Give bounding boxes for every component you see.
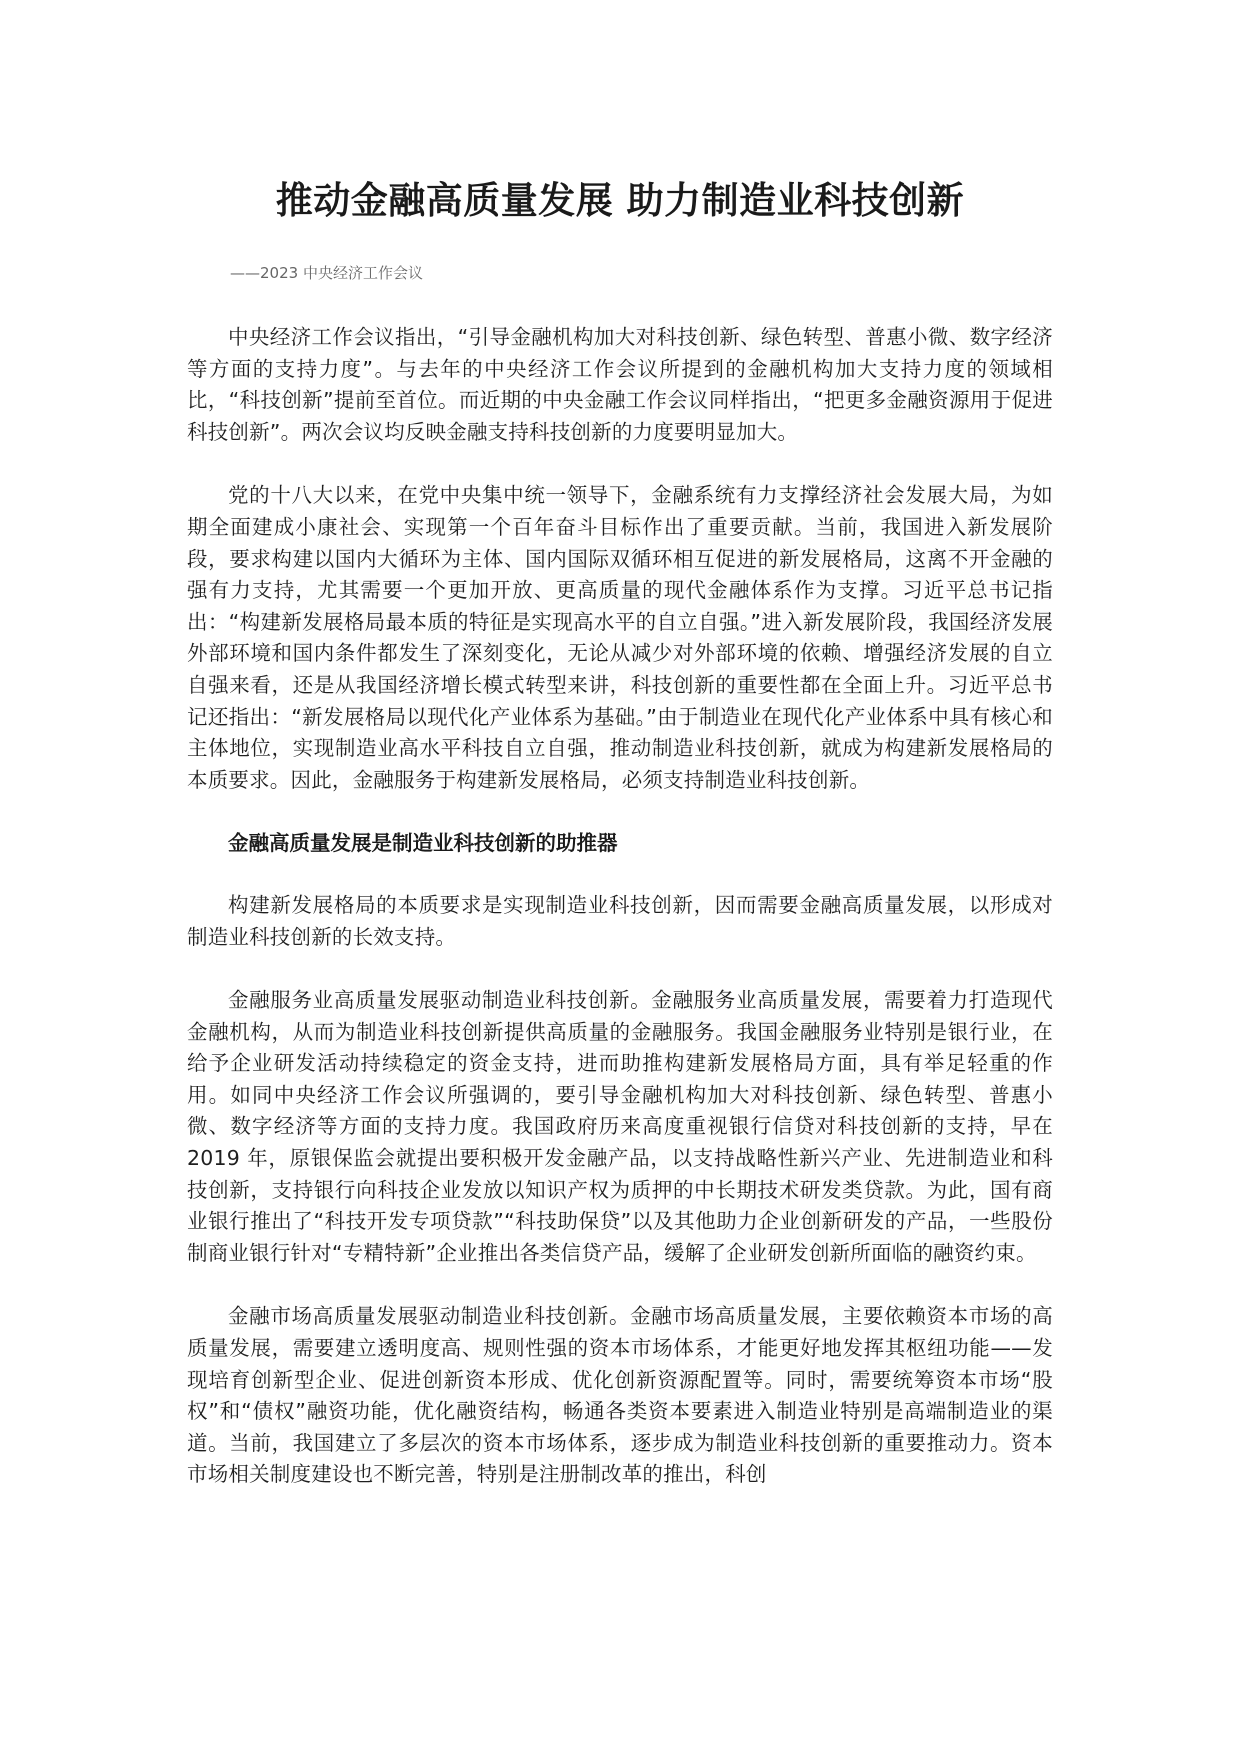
paragraph: 金融市场高质量发展驱动制造业科技创新。金融市场高质量发展，主要依赖资本市场的高质量发展，需要建立透明度高、规则性强的资本市场体系，才能更好地发挥其枢纽功能——发现培育创新型企业、促进创新资本形成、优化创新资源配置等。同时，需要统筹资本市场“股权”和“债权”融资功能，优化融资结构，畅通各类资本要素进入制造业特别是高端制造业的渠道。当前，我国建立了多层次的资本市场体系，逐步成为制造业科技创新的重要推动力。资本市场相关制度建设也不断完善，特别是注册制改革的推出，科创: [187, 1304, 1053, 1487]
section-heading: 金融高质量发展是制造业科技创新的助推器: [228, 831, 618, 856]
document-title: 推动金融高质量发展 助力制造业科技创新: [275, 179, 965, 222]
paragraph: 党的十八大以来，在党中央集中统一领导下，金融系统有力支撑经济社会发展大局，为如期全面建成小康社会、实现第一个百年奋斗目标作出了重要贡献。当前，我国进入新发展阶段，要求构建以国内大循环为主体、国内国际双循环相互促进的新发展格局，这离不开金融的强有力支持，尤其需要一个更加开放、更高质量的现代金融体系作为支撑。习近平总书记指出：“构建新发展格局最本质的特征是实现高水平的自立自强。”进入新发展阶段，我国经济发展外部环境和国内条件都发生了深刻变化，无论从减少对外部环境的依赖、增强经济发展的自立自强来看，还是从我国经济增长模式转型来讲，科技创新的重要性都在全面上升。习近平总书记还指出：“新发展格局以现代化产业体系为基础。”由于制造业在现代化产业体系中具有核心和主体地位，实现制造业高水平科技自立自强，推动制造业科技创新，就成为构建新发展格局的本质要求。因此，金融服务于构建新发展格局，必须支持制造业科技创新。: [187, 483, 1053, 792]
paragraph: 金融服务业高质量发展驱动制造业科技创新。金融服务业高质量发展，需要着力打造现代金融机构，从而为制造业科技创新提供高质量的金融服务。我国金融服务业特别是银行业，在给予企业研发活动持续稳定的资金支持，进而助推构建新发展格局方面，具有举足轻重的作用。如同中央经济工作会议所强调的，要引导金融机构加大对科技创新、绿色转型、普惠小微、数字经济等方面的支持力度。我国政府历来高度重视银行信贷对科技创新的支持，早在 2019 年，原银保监会就提出要积极开发金融产品，以支持战略性新兴产业、先进制造业和科技创新，支持银行向科技企业发放以知识产权为质押的中长期技术研发类贷款。为此，国有商业银行推出了“科技开发专项贷款”“科技助保贷”以及其他助力企业创新研发的产品，一些股份制商业银行针对“专精特新”企业推出各类信贷产品，缓解了企业研发创新所面临的融资约束。: [187, 988, 1053, 1265]
paragraph: 中央经济工作会议指出，“引导金融机构加大对科技创新、绿色转型、普惠小微、数字经济等方面的支持力度”。与去年的中央经济工作会议所提到的金融机构加大支持力度的领域相比，“科技创新”提前至首位。而近期的中央金融工作会议同样指出，“把更多金融资源用于促进科技创新”。两次会议均反映金融支持科技创新的力度要明显加大。: [187, 325, 1053, 444]
document-subtitle: ——2023 中央经济工作会议: [230, 264, 423, 282]
paragraph: 构建新发展格局的本质要求是实现制造业科技创新，因而需要金融高质量发展，以形成对制造业科技创新的长效支持。: [187, 892, 1053, 949]
document-body: [187, 322, 1053, 1523]
